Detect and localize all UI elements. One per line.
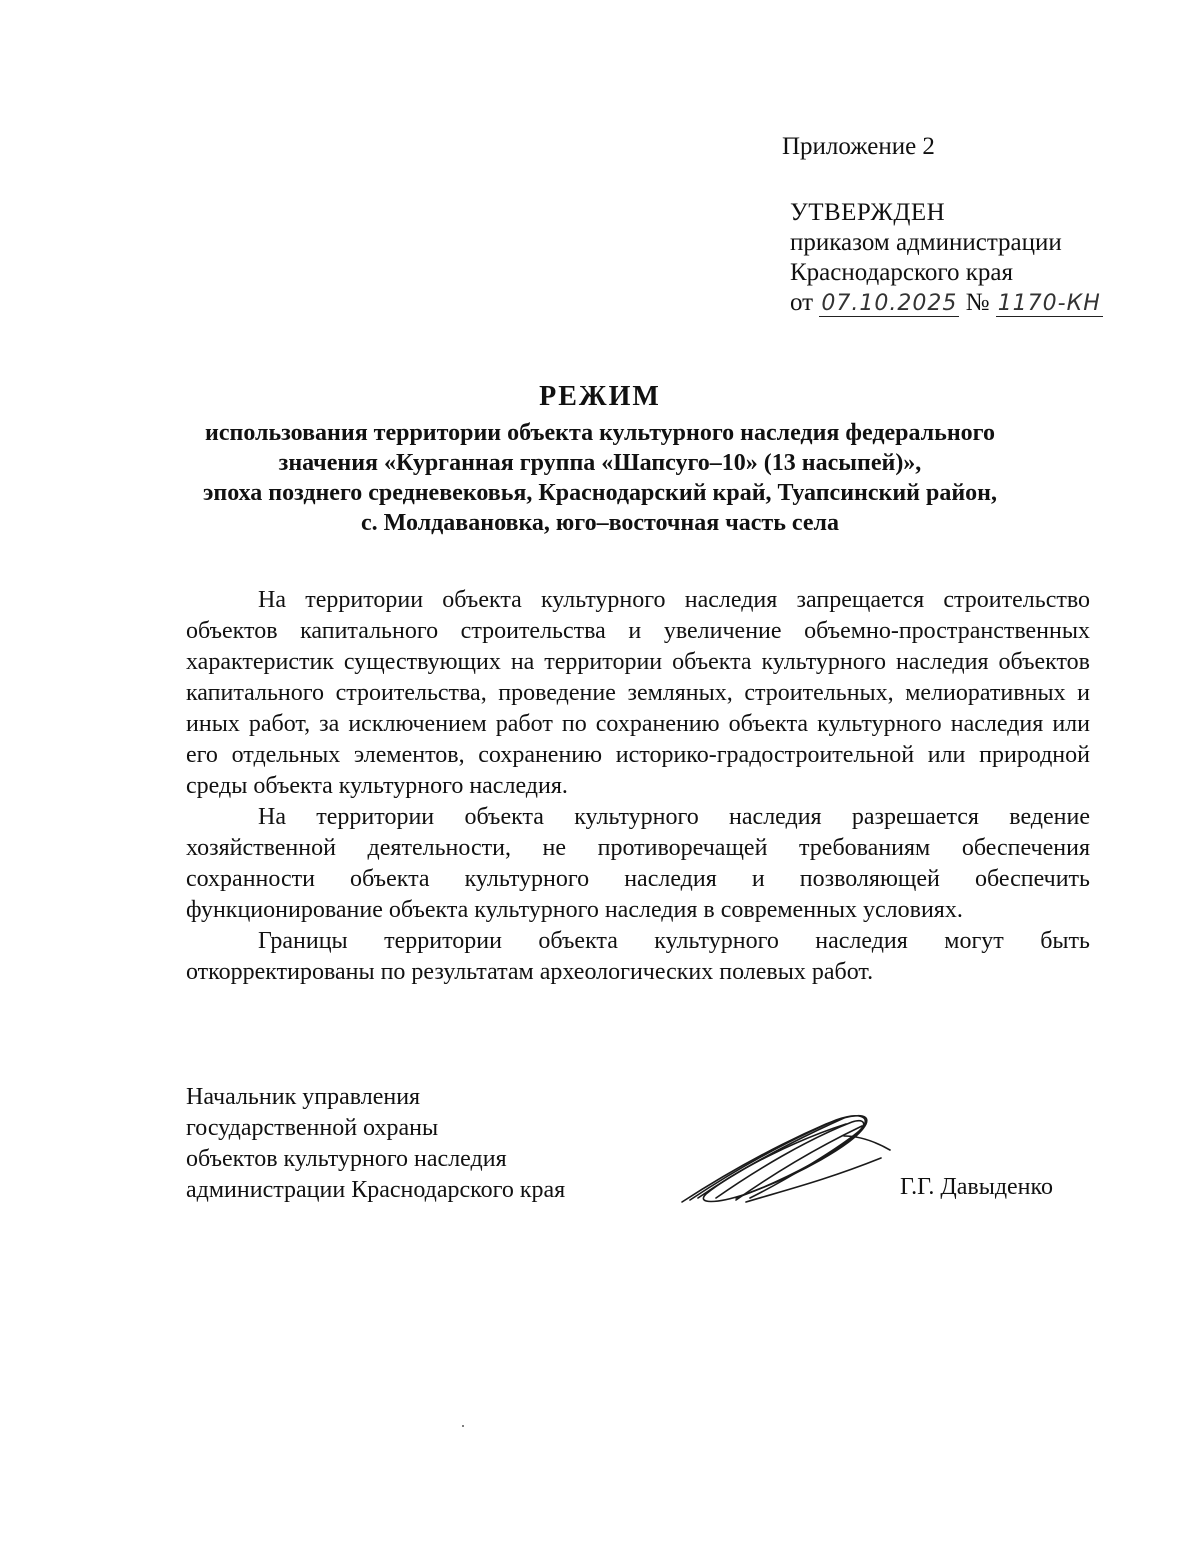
body-paragraph-prohibitions: На территории объекта культурного наследия запрещается строительство объектов капитального строительства и увеличение объемно-пространственных характеристик существующих на территории объекта культурного наследия объектов капитального строительства, проведение земляных, строительных, мелиоративных и иных работ, за исключением работ по сохранению объекта культурного наследия или его отдельных элементов, сохранению историко-градостроительной или природной среды объекта культурного наследия. [186, 587, 1090, 799]
subtitle-line: эпоха позднего средневековья, Краснодарский край, Туапсинский район, [203, 480, 997, 506]
document-subtitle [150, 418, 1050, 538]
scan-speck [462, 1425, 464, 1427]
annex-label: Приложение 2 [782, 133, 935, 160]
signer-name: Г.Г. Давыденко [900, 1174, 1053, 1200]
document-title: РЕЖИМ [539, 381, 661, 412]
order-date-number-line [790, 288, 1103, 318]
number-prefix: № [965, 289, 990, 316]
approved-by-order-line2: Краснодарского края [790, 259, 1013, 286]
body-paragraph-boundaries: Границы территории объекта культурного наследия могут быть откорректированы по результатам археологических полевых работ. [186, 928, 1090, 985]
body-paragraph-permissions: На территории объекта культурного наследия разрешается ведение хозяйственной деятельности, не противоречащей требованиям обеспечения сохранности объекта культурного наследия и позволяющей обеспечить функционирование объекта культурного наследия в современных условиях. [186, 804, 1090, 923]
position-line: администрации Краснодарского края [186, 1177, 566, 1203]
subtitle-line: значения «Курганная группа «Шапсуго–10» (13 насыпей)», [278, 450, 922, 476]
position-line: объектов культурного наследия [186, 1146, 507, 1172]
subtitle-line: с. Молдавановка, юго–восточная часть села [361, 510, 839, 536]
document-body [186, 585, 1090, 988]
handwritten-order-number: 1170-КН [997, 291, 1101, 316]
subtitle-line: использования территории объекта культурного наследия федерального [205, 420, 995, 446]
approved-label: УТВЕРЖДЕН [790, 199, 946, 226]
document-title-block [150, 380, 1050, 538]
position-line: Начальник управления [186, 1084, 421, 1110]
position-line: государственной охраны [186, 1115, 439, 1141]
handwritten-date: 07.10.2025 [821, 291, 958, 316]
approval-stamp-block [790, 198, 1103, 318]
handwritten-signature [676, 1110, 896, 1210]
signatory-position [186, 1082, 565, 1206]
date-prefix: от [790, 289, 814, 316]
approved-by-order-line1: приказом администрации [790, 229, 1062, 256]
